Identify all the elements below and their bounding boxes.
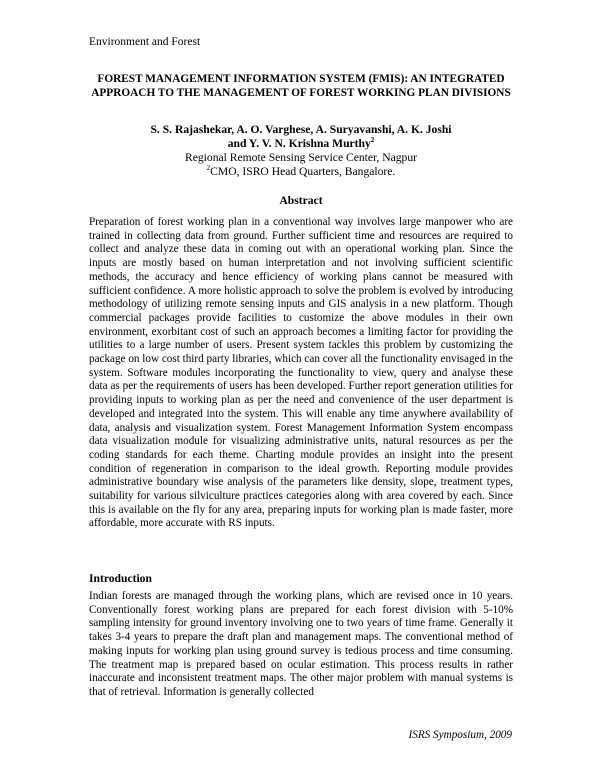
- running-head: Environment and Forest: [89, 36, 201, 48]
- affiliation-marker: 2: [370, 136, 375, 144]
- affiliation-2-text: CMO, ISRO Head Quarters, Bangalore.: [210, 165, 396, 178]
- introduction-text: Indian forests are managed through the working plans, which are revised once in 10 years. Conventionally forest working plans are prepared for each forest division with 5-10% sampling intensity for ground inventory involving one to two years of time frame. Generally it takes 3-4 years to prepare the draft plan and management maps. The conventional method of making inputs for working plan using ground survey is tedious process and time consuming. The treatment map is prepared based on ocular estimation. This process results in rather inaccurate and inconsistent treatment maps. The other major problem with manual systems is that of retrieval. Information is generally collected: [89, 590, 513, 698]
- affiliation-2: [80, 165, 522, 179]
- abstract-text: Preparation of forest working plan in a conventional way involves large manpower who are trained in collecting data from ground. Further sufficient time and resources are required to collect and analyze these data in coming out with an operational working plan. Since the inputs are mostly based on human interpretation and not involving sufficient scientific methods, the accuracy and hence efficiency of working plans cannot be measured with sufficient confidence. A more holistic approach to solve the problem is evolved by introducing methodology of utilizing remote sensing inputs and GIS analysis in a new platform. Though commercial packages provide facilities to customize the above modules in their own environment, exorbitant cost of such an approach becomes a limiting factor for providing the utilities to a large number of users. Present system tackles this problem by customizing the package on low cost third party libraries, which can cover all the functionality envisaged in the system. Software modules incorporating the functionality to view, query and analyse these data as per the requirements of users has been developed. Further report generation utilities for providing inputs to working plan as per the need and convenience of the user department is developed and integrated into the system. This will enable any time anywhere availability of data, analysis and visualization system. Forest Management Information System encompass data visualization module for visualizing administrative units, natural resources as per the coding standards for each theme. Charting module provides an insight into the present condition of regeneration in comparison to the ideal growth. Reporting module provides administrative boundary wise analysis of the parameters like density, slope, treatment types, suitability for various silviculture practices categories along with area covered by each. Since this is available on the fly for any area, preparing inputs for working plan is made faster, more affordable, more accurate with RS inputs.: [89, 216, 513, 530]
- introduction-heading: Introduction: [89, 572, 152, 585]
- footer-conference: ISRS Symposium, 2009: [408, 729, 512, 741]
- author-block: [80, 123, 522, 179]
- paper-title: FOREST MANAGEMENT INFORMATION SYSTEM (FMIS): AN INTEGRATED APPROACH TO THE MANAGEMENT OF FOREST WORKING PLAN DIVISIONS: [91, 73, 511, 99]
- affiliation-1: Regional Remote Sensing Service Center, Nagpur: [185, 151, 417, 164]
- author-line-1: S. S. Rajashekar, A. O. Varghese, A. Suryavanshi, A. K. Joshi: [150, 123, 452, 136]
- affiliation-marker: 2: [206, 164, 211, 172]
- author-line-2: [80, 137, 522, 151]
- abstract-heading: Abstract: [279, 194, 323, 207]
- author-line-2-text: and Y. V. N. Krishna Murthy: [227, 137, 371, 150]
